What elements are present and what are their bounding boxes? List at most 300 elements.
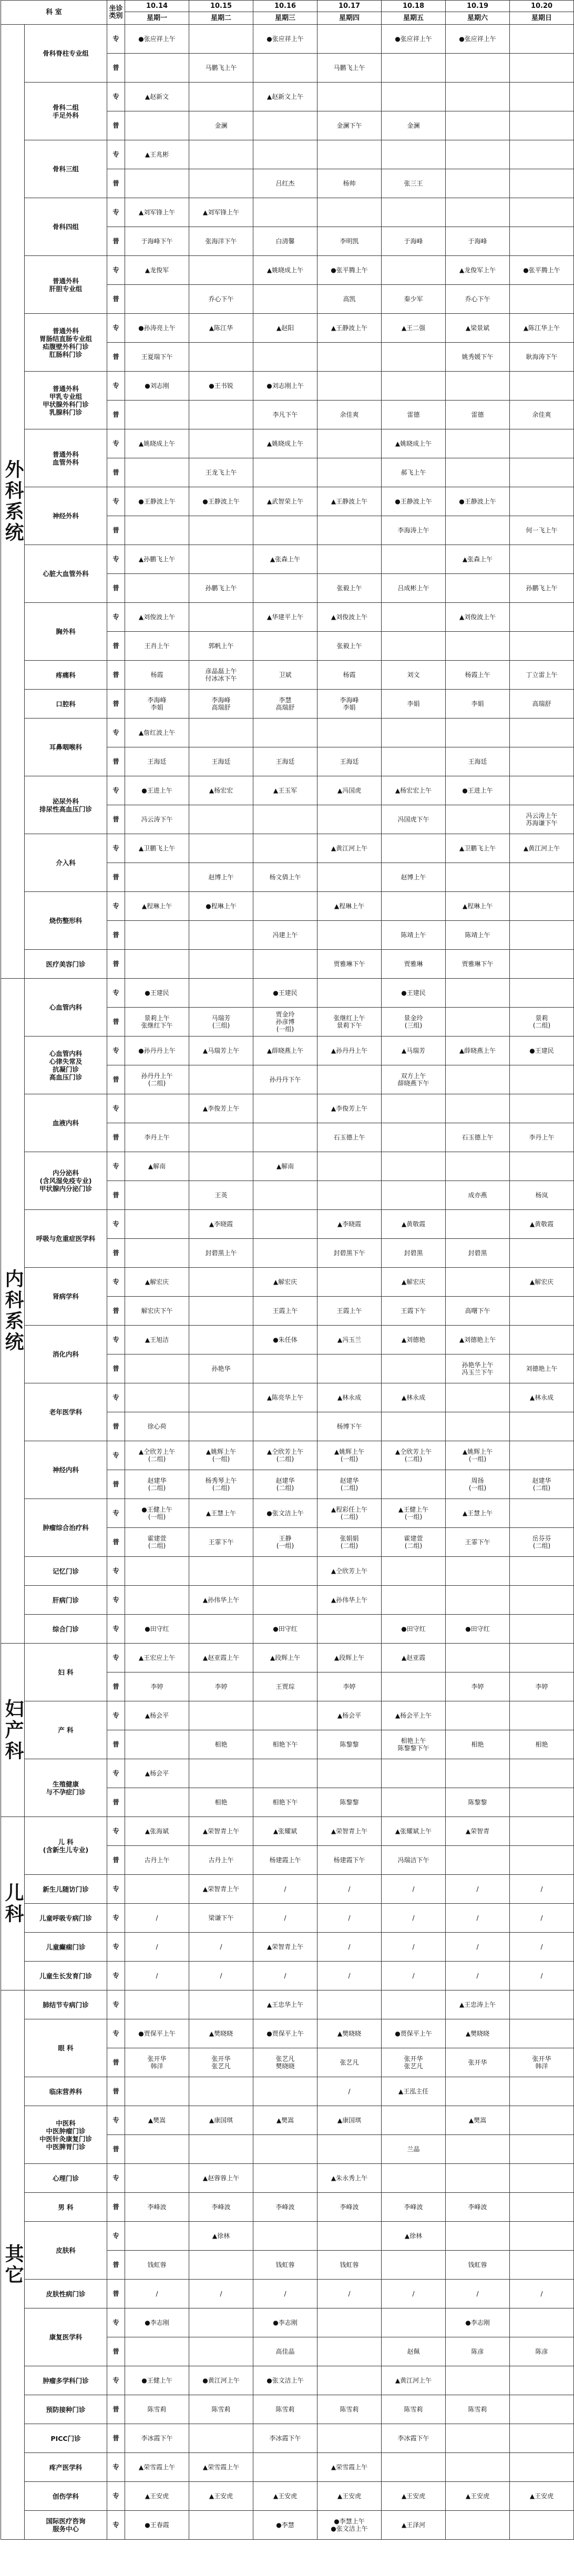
schedule-cell (382, 140, 446, 169)
schedule-cell: / (446, 1904, 510, 1933)
schedule-cell: / (446, 2280, 510, 2308)
schedule-cell: ▲孙伟华上午 (189, 1586, 253, 1615)
schedule-cell: 赵佩 (382, 2337, 446, 2366)
schedule-cell: 景金玲 (三组) (382, 1008, 446, 1036)
schedule-cell: 王海廷 (317, 747, 382, 776)
schedule-cell: / (446, 1933, 510, 1962)
schedule-row (1, 719, 574, 747)
schedule-cell (317, 25, 382, 54)
schedule-cell (510, 2424, 574, 2453)
schedule-cell (125, 863, 189, 892)
schedule-cell: ▲卫鹏飞上午 (125, 834, 189, 863)
schedule-cell (446, 2511, 510, 2540)
schedule-cell (253, 516, 317, 545)
schedule-cell (510, 1586, 574, 1615)
schedule-cell: / (317, 1962, 382, 1990)
schedule-cell: 孙鹏飞上午 (510, 574, 574, 603)
clinic-type: 专 (107, 25, 125, 54)
schedule-cell: 何一飞上午 (510, 516, 574, 545)
schedule-cell: 李峰波 (317, 2193, 382, 2222)
schedule-cell (317, 2308, 382, 2337)
schedule-cell (189, 1326, 253, 1354)
schedule-cell (253, 2453, 317, 2482)
schedule-cell: 姚秀媛下午 (446, 343, 510, 372)
clinic-type: 专 (107, 603, 125, 632)
clinic-type: 普 (107, 661, 125, 690)
date-header: 10.16 (253, 1, 317, 12)
schedule-cell (189, 1065, 253, 1094)
system-label: 其它 (1, 1990, 25, 2540)
schedule-row (1, 1817, 574, 1846)
schedule-cell (253, 285, 317, 314)
schedule-cell: ▲林永成 (510, 1383, 574, 1412)
schedule-cell: ●李慧 (253, 2511, 317, 2540)
schedule-cell (317, 1268, 382, 1297)
schedule-row (1, 487, 574, 516)
schedule-cell: 冯云涛上午 苏海谦下午 (510, 805, 574, 834)
schedule-row (1, 950, 574, 979)
department-name: 普通外科 胃肠结直肠专业组 疝腹壁外科门诊 肛肠科门诊 (25, 314, 107, 372)
schedule-cell: ●田守红 (125, 1615, 189, 1644)
schedule-cell (446, 1412, 510, 1441)
department-name: 皮肤性病门诊 (25, 2280, 107, 2308)
clinic-type: 专 (107, 1759, 125, 1788)
clinic-type: 普 (107, 863, 125, 892)
clinic-type: 专 (107, 256, 125, 285)
schedule-cell (510, 2366, 574, 2395)
schedule-cell: 张开华 韩洋 (125, 2048, 189, 2077)
schedule-cell: ▲赵新文上午 (253, 83, 317, 111)
schedule-cell: ▲樊嵩 (253, 2106, 317, 2135)
schedule-cell: 王霞上午 (253, 1297, 317, 1326)
schedule-row (1, 1383, 574, 1412)
clinic-type: 普 (107, 111, 125, 140)
schedule-cell (446, 2222, 510, 2251)
schedule-row (1, 1326, 574, 1354)
schedule-cell (446, 169, 510, 198)
schedule-cell: 冯建上午 (253, 921, 317, 950)
schedule-cell (382, 1990, 446, 2019)
clinic-type: 普 (107, 2077, 125, 2106)
schedule-cell: ▲荣智青上午 (189, 1875, 253, 1904)
schedule-cell (446, 1008, 510, 1036)
schedule-cell: 张艺凡 樊晓晓 (253, 2048, 317, 2077)
schedule-cell: 郭帆上午 (189, 632, 253, 661)
clinic-type: 普 (107, 574, 125, 603)
schedule-cell (510, 1759, 574, 1788)
schedule-cell: 王肖上午 (125, 632, 189, 661)
schedule-cell: ●王春霞 (125, 2511, 189, 2540)
schedule-row (1, 1759, 574, 1788)
department-name: 康复医学科 (25, 2308, 107, 2366)
schedule-cell (189, 921, 253, 950)
schedule-cell (189, 1268, 253, 1297)
schedule-cell: ▲张森上午 (253, 545, 317, 574)
clinic-type: 普 (107, 227, 125, 256)
schedule-cell: ●王建民 (253, 979, 317, 1008)
schedule-cell (189, 719, 253, 747)
schedule-cell: 吕成彬上午 (382, 574, 446, 603)
department-name: 内分泌科 (含风湿免疫专业) 甲状腺内分泌门诊 (25, 1152, 107, 1210)
schedule-cell (125, 54, 189, 83)
clinic-type: 普 (107, 285, 125, 314)
clinic-type: 普 (107, 1470, 125, 1499)
clinic-type: 专 (107, 2019, 125, 2048)
schedule-cell (510, 1499, 574, 1528)
schedule-cell (317, 372, 382, 401)
schedule-cell (189, 140, 253, 169)
schedule-cell (510, 2251, 574, 2280)
schedule-cell: ▲王二强 (382, 314, 446, 343)
schedule-cell (125, 1094, 189, 1123)
schedule-cell: 杨岚 (510, 1181, 574, 1210)
schedule-cell: ▲马瑞芳上午 (189, 1036, 253, 1065)
schedule-cell (446, 140, 510, 169)
schedule-cell: 贾雅琳 (382, 950, 446, 979)
schedule-row (1, 1152, 574, 1181)
schedule-cell (510, 1701, 574, 1730)
schedule-cell: 李娟 (446, 690, 510, 719)
schedule-cell (510, 372, 574, 401)
schedule-cell (125, 1730, 189, 1759)
schedule-cell: 石玉德上午 (317, 1123, 382, 1152)
schedule-cell (382, 1470, 446, 1499)
schedule-cell: ▲仝欣芳上午 (二组) (125, 1441, 189, 1470)
schedule-row (1, 1962, 574, 1990)
schedule-cell: ▲张耀斌 (253, 1817, 317, 1846)
schedule-cell: 张继红上午 景莉下午 (317, 1008, 382, 1036)
schedule-cell: ▲林永成 (382, 1383, 446, 1412)
schedule-cell: ▲赵蓉蓉上午 (189, 2164, 253, 2193)
schedule-cell: ▲王忠华上午 (253, 1990, 317, 2019)
schedule-cell (510, 111, 574, 140)
schedule-cell: ●王静波上午 (125, 487, 189, 516)
schedule-cell: ▲程彩任上午 (二组) (317, 1499, 382, 1528)
schedule-cell: 李冰霞下午 (125, 2424, 189, 2453)
schedule-row (1, 834, 574, 863)
schedule-cell: ●贾保平上午 (382, 2019, 446, 2048)
schedule-cell (125, 1990, 189, 2019)
schedule-cell: ●王建民 (125, 979, 189, 1008)
schedule-cell: 杨博下午 (317, 1412, 382, 1441)
schedule-cell (446, 516, 510, 545)
schedule-cell: ●刘志刚 (125, 372, 189, 401)
schedule-cell: ▲王慧上午 (446, 1499, 510, 1528)
schedule-cell: 杨建霞上午 (253, 1846, 317, 1875)
schedule-cell: / (510, 1933, 574, 1962)
clinic-type: 专 (107, 1441, 125, 1470)
schedule-cell (510, 1065, 574, 1094)
schedule-cell: ▲李俊芳上午 (317, 1094, 382, 1123)
schedule-cell: 古丹上午 (189, 1846, 253, 1875)
schedule-cell (317, 516, 382, 545)
schedule-cell: ●贾保平上午 (253, 2019, 317, 2048)
schedule-cell (382, 1094, 446, 1123)
schedule-cell: ▲程琳上午 (317, 892, 382, 921)
schedule-cell (125, 1788, 189, 1817)
schedule-cell (125, 1383, 189, 1412)
schedule-cell: 李峰波 (253, 2193, 317, 2222)
schedule-cell: ▲华建平上午 (253, 603, 317, 632)
department-name: 泌尿外科 排尿性高血压门诊 (25, 776, 107, 834)
schedule-cell (317, 343, 382, 372)
schedule-cell (510, 2164, 574, 2193)
schedule-cell: ▲张海斌 (125, 1817, 189, 1846)
schedule-cell: ▲段辉上午 (317, 1644, 382, 1672)
clinic-type: 普 (107, 1730, 125, 1759)
schedule-cell (189, 603, 253, 632)
schedule-row (1, 372, 574, 401)
schedule-cell: ▲林永成 (317, 1383, 382, 1412)
schedule-cell: ▲姚辉上午 (一组) (446, 1441, 510, 1470)
schedule-cell (510, 747, 574, 776)
schedule-cell: 张毅上午 (317, 632, 382, 661)
schedule-cell: ▲王安虎 (510, 2482, 574, 2511)
schedule-cell: 王夏瑞下午 (125, 343, 189, 372)
schedule-cell: ▲杨宏宏上午 (382, 776, 446, 805)
clinic-type: 专 (107, 1557, 125, 1586)
schedule-cell (446, 2366, 510, 2395)
schedule-cell: / (317, 2077, 382, 2106)
schedule-cell: ▲杨会平 (125, 1701, 189, 1730)
schedule-cell: 贾雅琳下午 (317, 950, 382, 979)
schedule-row (1, 2511, 574, 2540)
schedule-cell: 李峰波 (446, 2193, 510, 2222)
schedule-cell: 陈靖上午 (446, 921, 510, 950)
schedule-cell (253, 2077, 317, 2106)
schedule-cell (510, 487, 574, 516)
schedule-cell (382, 1788, 446, 1817)
department-name: 儿 科 (含新生儿专业) (25, 1817, 107, 1875)
schedule-cell (125, 921, 189, 950)
schedule-cell: ▲程琳上午 (125, 892, 189, 921)
clinic-type: 专 (107, 140, 125, 169)
schedule-cell: 张开华 (446, 2048, 510, 2077)
schedule-cell (253, 1239, 317, 1268)
schedule-row (1, 314, 574, 343)
schedule-cell (253, 1181, 317, 1210)
schedule-cell (510, 632, 574, 661)
department-name: 心脏大血管外科 (25, 545, 107, 603)
schedule-cell (446, 1383, 510, 1412)
schedule-cell: / (317, 1875, 382, 1904)
clinic-type: 专 (107, 1383, 125, 1412)
schedule-cell (510, 2077, 574, 2106)
clinic-type: 普 (107, 401, 125, 429)
schedule-cell: ▲冯玉兰 (317, 1326, 382, 1354)
schedule-cell: 钱虹蓉 (125, 2251, 189, 2280)
schedule-cell (253, 805, 317, 834)
schedule-cell: ▲王泽河 (382, 2511, 446, 2540)
schedule-cell: 赵博上午 (189, 863, 253, 892)
department-name: 骨科二组 手足外科 (25, 83, 107, 140)
clinic-type: 专 (107, 1904, 125, 1933)
schedule-cell: ▲梁景斌 (446, 314, 510, 343)
schedule-cell (189, 83, 253, 111)
schedule-cell: ▲赵亚霞 (382, 1644, 446, 1672)
clinic-type: 普 (107, 1354, 125, 1383)
schedule-cell: 乔心下午 (446, 285, 510, 314)
schedule-row (1, 25, 574, 54)
schedule-cell: ▲姚晓成上午 (382, 429, 446, 458)
schedule-cell (382, 1672, 446, 1701)
schedule-cell (317, 719, 382, 747)
schedule-cell (189, 2337, 253, 2366)
schedule-cell (253, 140, 317, 169)
schedule-cell (446, 1557, 510, 1586)
schedule-cell (382, 1759, 446, 1788)
schedule-cell (317, 2135, 382, 2164)
schedule-cell: / (125, 2280, 189, 2308)
schedule-cell (446, 863, 510, 892)
schedule-cell (446, 1152, 510, 1181)
schedule-cell: 陈雪莉 (382, 2395, 446, 2424)
schedule-cell: ▲王安虎 (253, 2482, 317, 2511)
schedule-cell: 杨建霞下午 (317, 1846, 382, 1875)
schedule-cell (317, 1990, 382, 2019)
schedule-cell: ▲李晓霞 (189, 1210, 253, 1239)
schedule-cell (446, 805, 510, 834)
clinic-type: 普 (107, 1181, 125, 1210)
clinic-type: 专 (107, 979, 125, 1008)
schedule-cell (317, 1759, 382, 1788)
department-name: 儿童癫痫门诊 (25, 1933, 107, 1962)
schedule-cell: 陈彦 (510, 2337, 574, 2366)
schedule-cell (253, 1354, 317, 1383)
system-label: 外科系统 (1, 25, 25, 979)
schedule-cell: 李明凯 (317, 227, 382, 256)
schedule-cell (382, 256, 446, 285)
schedule-cell: 高佳晶 (253, 2337, 317, 2366)
schedule-cell (446, 1759, 510, 1788)
schedule-cell: 相艳 (446, 1730, 510, 1759)
clinic-type: 普 (107, 2280, 125, 2308)
department-name: 口腔科 (25, 690, 107, 719)
schedule-cell (510, 2193, 574, 2222)
schedule-cell (125, 950, 189, 979)
schedule-cell: ●张应祥上午 (446, 25, 510, 54)
schedule-cell (253, 1210, 317, 1239)
schedule-cell: 马鹏飞上午 (317, 54, 382, 83)
schedule-cell: 相艳 (510, 1730, 574, 1759)
schedule-cell: 古丹上午 (125, 1846, 189, 1875)
schedule-cell: ▲黄江河上午 (382, 2366, 446, 2395)
schedule-cell: 孙艳华上午 冯玉兰下午 (446, 1354, 510, 1383)
schedule-cell (253, 458, 317, 487)
clinic-type: 专 (107, 1990, 125, 2019)
schedule-cell: ▲荣雪霞上午 (125, 2453, 189, 2482)
schedule-cell: ▲黄江河上午 (510, 834, 574, 863)
schedule-cell: 李峰波 (189, 2193, 253, 2222)
schedule-cell: 杨霞 (125, 661, 189, 690)
schedule-cell: / (510, 1962, 574, 1990)
schedule-cell: ▲荣智青上午 (189, 1817, 253, 1846)
schedule-cell: ▲王兆彬 (125, 140, 189, 169)
schedule-cell (253, 2135, 317, 2164)
schedule-cell: 陈雪莉 (317, 2395, 382, 2424)
schedule-row (1, 1268, 574, 1297)
schedule-cell (189, 401, 253, 429)
department-name: 妇 科 (25, 1644, 107, 1701)
schedule-row (1, 1499, 574, 1528)
schedule-cell: ▲王玉军 (253, 776, 317, 805)
schedule-cell (189, 169, 253, 198)
schedule-cell (125, 1586, 189, 1615)
schedule-cell (189, 2135, 253, 2164)
schedule-cell: ▲赵新文 (125, 83, 189, 111)
department-name: 心血管内科 心律失常及 抗凝门诊 高血压门诊 (25, 1036, 107, 1094)
schedule-cell: ●李慧上午 ●张文洁上午 (317, 2511, 382, 2540)
schedule-cell: 李海涛上午 (382, 516, 446, 545)
schedule-cell: ▲黄江河上午 (317, 834, 382, 863)
schedule-cell (253, 632, 317, 661)
clinic-type: 专 (107, 1094, 125, 1123)
schedule-cell: 孙丹丹上午 (二组) (125, 1065, 189, 1094)
schedule-cell: 贾雅琳下午 (446, 950, 510, 979)
department-name: 疼痛科 (25, 661, 107, 690)
schedule-cell (317, 2366, 382, 2395)
clinic-type: 普 (107, 1672, 125, 1701)
schedule-cell (317, 83, 382, 111)
department-name: 骨科四组 (25, 198, 107, 256)
schedule-cell: ▲刘军锋上午 (189, 198, 253, 227)
schedule-cell: 陈雪莉 (125, 2395, 189, 2424)
schedule-cell: 金澜下午 (317, 111, 382, 140)
schedule-cell (382, 747, 446, 776)
schedule-cell: ▲李俊芳上午 (189, 1094, 253, 1123)
clinic-type: 专 (107, 834, 125, 863)
schedule-cell (253, 2164, 317, 2193)
schedule-cell: ▲徐林 (382, 2222, 446, 2251)
schedule-cell: 乔心下午 (189, 285, 253, 314)
schedule-cell: ●王书锐 (189, 372, 253, 401)
schedule-row (1, 690, 574, 719)
department-name: 血液内科 (25, 1094, 107, 1152)
department-name: 呼吸与危重症医学科 (25, 1210, 107, 1268)
schedule-cell (125, 458, 189, 487)
clinic-type: 专 (107, 1499, 125, 1528)
schedule-row (1, 979, 574, 1008)
schedule-cell: 陈黎黎 (317, 1788, 382, 1817)
schedule-cell (253, 892, 317, 921)
schedule-cell: 刘文 (382, 661, 446, 690)
schedule-cell (317, 2424, 382, 2453)
clinic-type: 专 (107, 2222, 125, 2251)
schedule-cell: / (446, 1962, 510, 1990)
schedule-cell: / (317, 2280, 382, 2308)
clinic-type: 普 (107, 1008, 125, 1036)
schedule-cell: 赵博上午 (382, 863, 446, 892)
schedule-cell: ▲解宏庆 (253, 1268, 317, 1297)
schedule-cell: ●李志刚 (446, 2308, 510, 2337)
schedule-cell: ▲王旭洁 (125, 1326, 189, 1354)
schedule-cell (125, 1181, 189, 1210)
schedule-cell: 耿海涛下午 (510, 343, 574, 372)
clinic-type: 专 (107, 892, 125, 921)
schedule-cell (382, 892, 446, 921)
schedule-cell: 张海洋下午 (189, 227, 253, 256)
schedule-cell: ▲康国琪 (317, 2106, 382, 2135)
clinic-type: 专 (107, 2106, 125, 2135)
schedule-cell (510, 198, 574, 227)
schedule-cell: 高凯 (317, 285, 382, 314)
clinic-type: 普 (107, 1528, 125, 1557)
clinic-type: 普 (107, 921, 125, 950)
schedule-cell (253, 111, 317, 140)
schedule-cell (253, 2222, 317, 2251)
schedule-cell (382, 83, 446, 111)
schedule-cell: 杨霞 (317, 661, 382, 690)
